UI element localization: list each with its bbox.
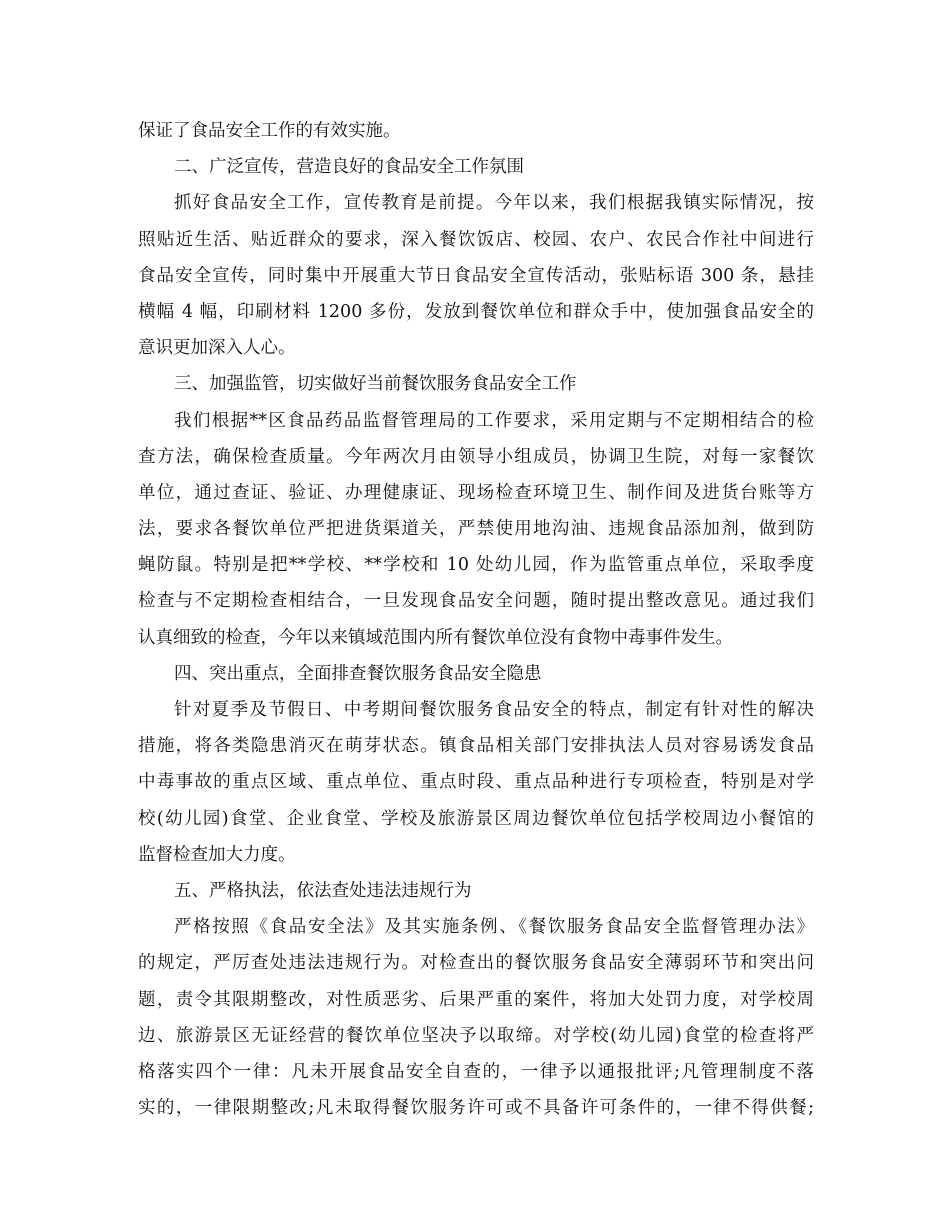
paragraph-first-line: 抓好食品安全工作，宣传教育是前提。今年以来，我们根据我镇实际情况，按 — [174, 193, 814, 214]
paragraph-line: 保证了食品安全工作的有效实施。 — [138, 121, 401, 141]
paragraph-first-line: 四、突出重点，全面排查餐饮服务食品安全隐患 — [174, 663, 542, 684]
paragraph-line: 照贴近生活、贴近群众的要求，深入餐饮饭店、校园、农户、农民合作社中间进行 — [138, 229, 814, 250]
paragraph-line: 边、旅游景区无证经营的餐饮单位坚决予以取缔。对学校(幼儿园)食堂的检查将严 — [138, 1025, 814, 1046]
document-body — [138, 113, 814, 1126]
paragraph-line: 措施，将各类隐患消灭在萌芽状态。镇食品相关部门安排执法人员对容易诱发食品 — [138, 736, 814, 757]
paragraph-line: 食品安全宣传，同时集中开展重大节日食品安全宣传活动，张贴标语 300 条，悬挂 — [138, 265, 814, 286]
paragraph-first-line: 五、严格执法，依法查处违法违规行为 — [174, 880, 472, 901]
paragraph-first-line: 二、广泛宣传，营造良好的食品安全工作氛围 — [174, 157, 524, 178]
paragraph-line: 意识更加深入人心。 — [138, 338, 296, 359]
paragraph-line: 中毒事故的重点区域、重点单位、重点时段、重点品种进行专项检查，特别是对学 — [138, 772, 814, 793]
paragraph-first-line: 三、加强监管，切实做好当前餐饮服务食品安全工作 — [174, 374, 577, 395]
paragraph-first-line: 我们根据**区食品药品监督管理局的工作要求，采用定期与不定期相结合的检 — [174, 410, 814, 431]
paragraph-line: 实的，一律限期整改;凡未取得餐饮服务许可或不具备许可条件的，一律不得供餐; — [138, 1098, 814, 1119]
paragraph-line: 蝇防鼠。特别是把**学校、**学校和 10 处幼儿园，作为监管重点单位，采取季度 — [138, 555, 814, 576]
paragraph-line: 认真细致的检查，今年以来镇域范围内所有餐饮单位没有食物中毒事件发生。 — [138, 627, 733, 648]
paragraph-first-line: 严格按照《食品安全法》及其实施条例、《餐饮服务食品安全监督管理办法》 — [174, 917, 814, 938]
paragraph-line: 检查与不定期检查相结合，一旦发现食品安全问题，随时提出整改意见。通过我们 — [138, 591, 814, 612]
paragraph-line: 格落实四个一律：凡未开展食品安全自查的，一律予以通报批评;凡管理制度不落 — [138, 1061, 814, 1082]
paragraph-line: 题，责令其限期整改，对性质恶劣、后果严重的案件，将加大处罚力度，对学校周 — [138, 989, 814, 1010]
paragraph-first-line: 针对夏季及节假日、中考期间餐饮服务食品安全的特点，制定有针对性的解决 — [174, 700, 814, 720]
paragraph-line: 查方法，确保检查质量。今年两次月由领导小组成员，协调卫生院，对每一家餐饮 — [138, 446, 814, 467]
paragraph-line: 单位，通过查证、验证、办理健康证、现场检查环境卫生、制作间及进货台账等方 — [138, 482, 814, 503]
paragraph-line: 法，要求各餐饮单位严把进货渠道关，严禁使用地沟油、违规食品添加剂，做到防 — [138, 519, 814, 540]
paragraph-line: 的规定，严厉查处违法违规行为。对检查出的餐饮服务食品安全薄弱环节和突出问 — [138, 953, 814, 974]
paragraph-line: 横幅 4 幅，印刷材料 1200 多份，发放到餐饮单位和群众手中，使加强食品安全的 — [138, 301, 814, 322]
paragraph-line: 监督检查加大力度。 — [138, 844, 296, 865]
paragraph-line: 校(幼儿园)食堂、企业食堂、学校及旅游景区周边餐饮单位包括学校周边小餐馆的 — [138, 808, 814, 829]
